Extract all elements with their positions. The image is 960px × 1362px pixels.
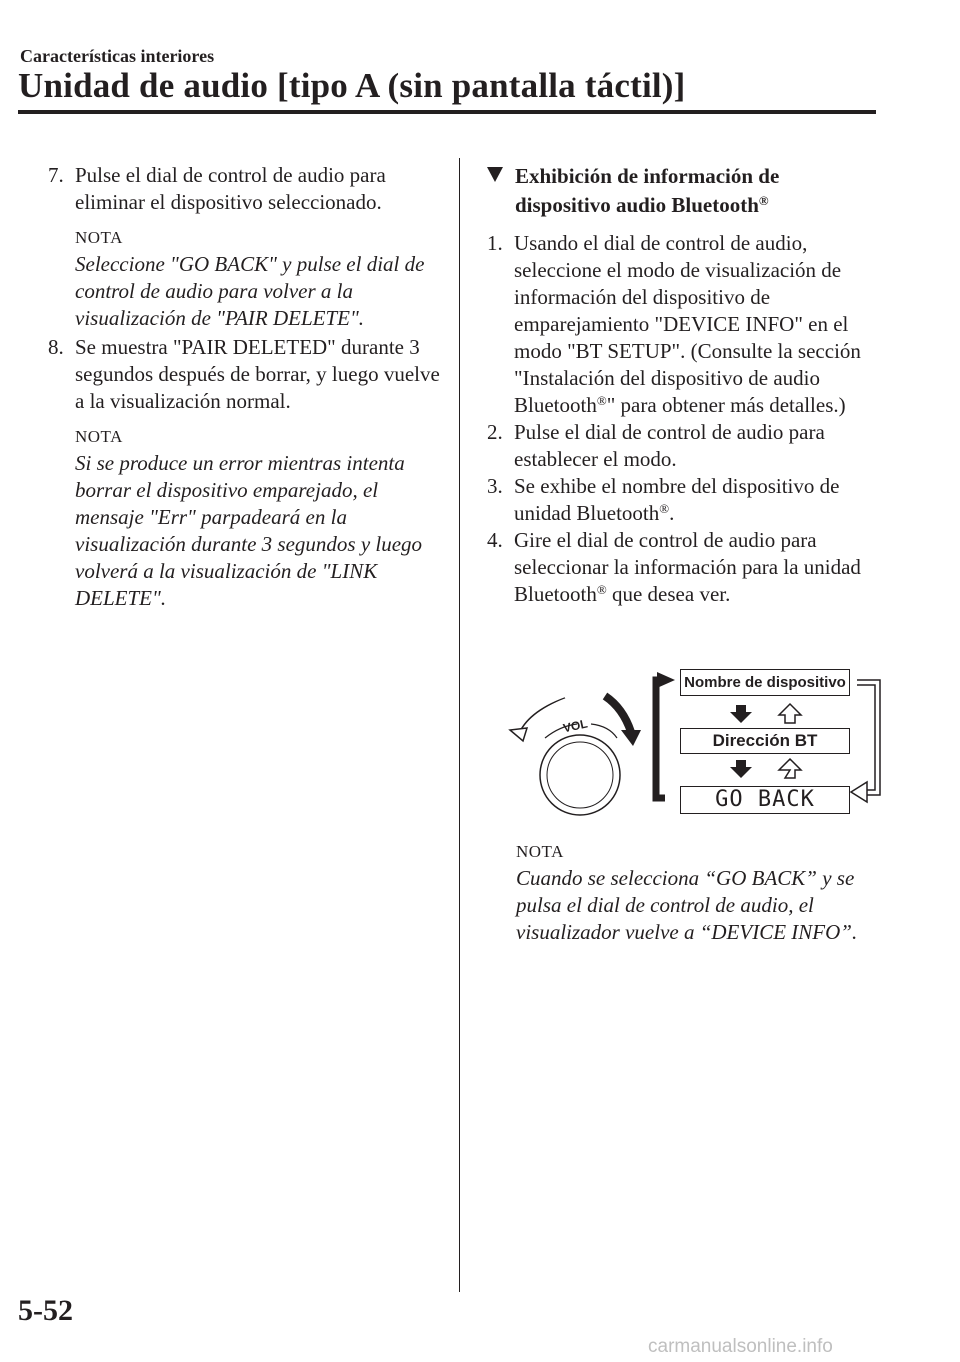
step-text: Se exhibe el nombre del dispositivo de unidad Bluetooth <box>514 474 840 525</box>
step-number: 3. <box>487 474 503 498</box>
registered-mark: ® <box>758 193 769 208</box>
right-column <box>487 162 877 608</box>
note-3 <box>516 838 877 946</box>
step-text: Se muestra "PAIR DELETED" durante 3 segundos después de borrar, y luego vuelve a la visualización normal. <box>75 335 440 413</box>
registered-mark: ® <box>596 393 607 408</box>
step-text-cont: que desea ver. <box>606 582 731 606</box>
note-text: Cuando se selecciona “GO BACK” y se pulsa el dial de control de audio, el visualizador vuelve a “DEVICE INFO”. <box>516 866 858 944</box>
registered-mark: ® <box>596 582 607 597</box>
step-text-cont: . <box>669 501 675 525</box>
rotate-left-arrowhead-icon <box>510 728 527 741</box>
step-text-cont: " para obtener más detalles.) <box>606 393 846 417</box>
note-text: Si se produce un error mientras intenta borrar el dispositivo emparejado, el mensaje "Err" parpadeará en la visualización durante 3 segundos y luego volverá a la visualización de "LINK DELETE". <box>75 451 423 610</box>
triangle-marker-icon <box>487 167 503 182</box>
step-number: 4. <box>487 528 503 552</box>
note-text: Seleccione "GO BACK" y pulse el dial de control de audio para volver a la visualización de "PAIR DELETE". <box>75 252 425 330</box>
note-label: NOTA <box>75 427 123 446</box>
page-title: Unidad de audio [tipo A (sin pantalla táctil)] <box>18 66 686 105</box>
title-rule <box>18 110 876 114</box>
dial-diagram <box>505 668 890 818</box>
step-1 <box>487 230 877 419</box>
rotate-right-arrow-icon <box>605 696 631 732</box>
step-2 <box>487 419 877 473</box>
step-7 <box>48 162 443 216</box>
selection-bracket-left <box>656 680 665 798</box>
registered-mark: ® <box>659 501 670 516</box>
up-arrow-icon <box>779 759 801 778</box>
step-text: Gire el dial de control de audio para seleccionar la información para la unidad Bluetooth <box>514 528 861 606</box>
step-number: 2. <box>487 420 503 444</box>
section-label: Características interiores <box>20 46 215 66</box>
up-arrow-icon <box>779 704 801 723</box>
bracket-arrowhead-icon <box>657 672 675 688</box>
step-number: 1. <box>487 231 503 255</box>
down-arrow-icon <box>730 760 752 778</box>
page-number: 5-52 <box>18 1294 73 1327</box>
watermark: carmanualsonline.info <box>648 1336 833 1357</box>
step-number: 7. <box>48 163 64 187</box>
subheading-text: Exhibición de información de dispositivo audio Bluetooth <box>515 164 780 217</box>
rotate-right-arrowhead-icon <box>621 730 641 746</box>
down-arrow-icon <box>730 705 752 723</box>
step-3 <box>487 473 877 527</box>
audio-control-dial <box>540 735 620 815</box>
bt-address-box: Dirección BT <box>680 728 850 754</box>
vol-label: VOL <box>561 716 589 736</box>
note-label: NOTA <box>516 842 564 861</box>
step-text: Usando el dial de control de audio, seleccione el modo de visualización de información del dispositivo de emparejamiento "DEVICE INFO" en el modo "BT SETUP". (Consulte la sección "Instalación del dispositivo de audio Bluetooth <box>514 231 861 417</box>
subheading <box>487 162 877 220</box>
device-name-box: Nombre de dispositivo <box>680 669 850 696</box>
go-back-box: GO BACK <box>680 786 850 814</box>
step-text: Pulse el dial de control de audio para establecer el modo. <box>514 420 825 471</box>
note-2 <box>75 423 443 612</box>
step-4 <box>487 527 877 608</box>
step-8 <box>48 334 443 415</box>
loop-arrowhead-icon <box>851 782 867 802</box>
left-column <box>48 162 443 612</box>
note-label: NOTA <box>75 228 123 247</box>
column-divider <box>459 158 460 1292</box>
step-number: 8. <box>48 335 64 359</box>
note-3-wrap <box>487 830 877 946</box>
step-text: Pulse el dial de control de audio para eliminar el dispositivo seleccionado. <box>75 163 386 214</box>
note-1 <box>75 224 443 332</box>
loop-back-bracket <box>857 680 880 795</box>
